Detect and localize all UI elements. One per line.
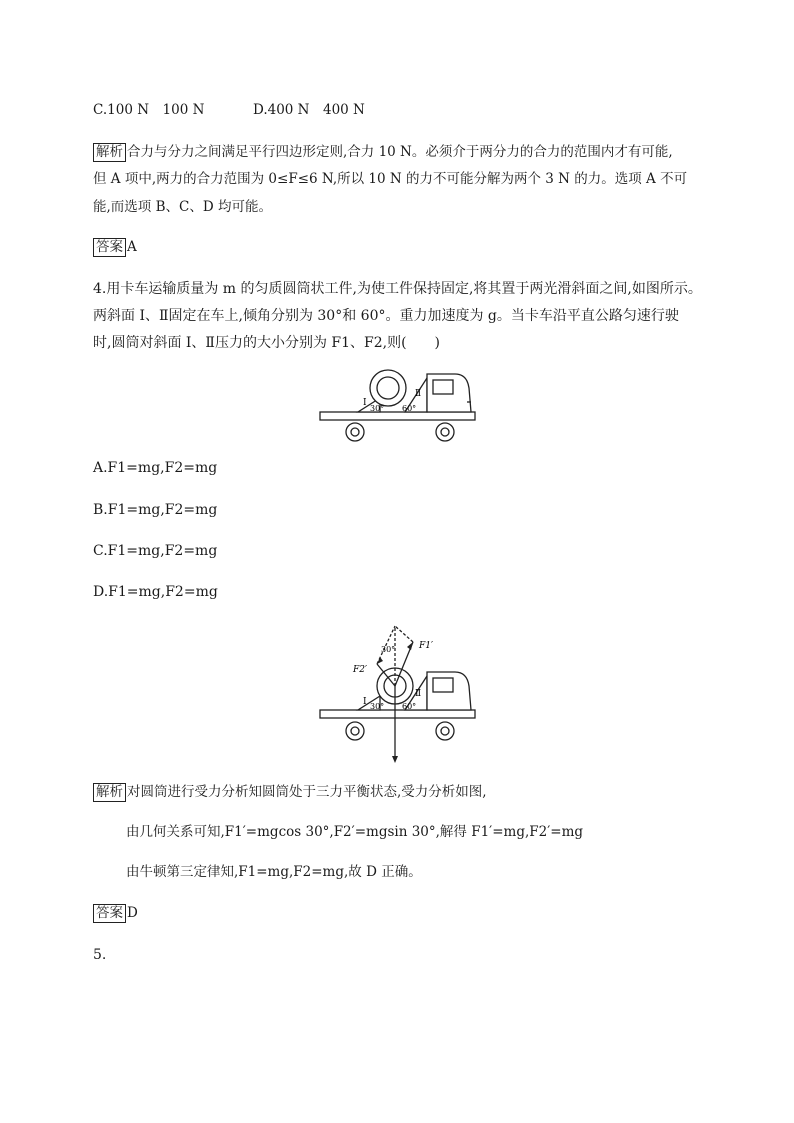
option-b: B.F1=mg,F2=mg (93, 502, 218, 518)
analysis2-tag: 解析 (93, 783, 126, 802)
analysis1-line2: 但 A 项中,两力的合力范围为 0≤F≤6 N,所以 10 N 的力不可能分解为两个 3 N 的力。选项 A 不可 (93, 171, 688, 187)
option-c-prev: C.100 N 100 N (93, 102, 205, 118)
answer1-line (93, 237, 137, 257)
figure2-label-i: Ⅰ (363, 697, 367, 707)
q4-line3: 时,圆筒对斜面 Ⅰ、Ⅱ压力的大小分别为 F1、F2,则( ) (93, 335, 441, 351)
analysis1-text1: 合力与分力之间满足平行四边形定则,合力 10 N。必须介于两分力的合力的范围内才有可能, (127, 144, 673, 160)
figure1-label-ii: Ⅱ (415, 389, 422, 399)
previous-options-line (93, 100, 365, 120)
analysis-tag: 解析 (93, 143, 126, 162)
truck-figure-svg (315, 366, 485, 446)
analysis1-line3: 能,而选项 B、C、D 均可能。 (93, 199, 272, 215)
figure1-angle2: 60° (402, 404, 417, 413)
option-d-prev: D.400 N 400 N (252, 102, 365, 118)
analysis2-text1: 对圆筒进行受力分析知圆筒处于三力平衡状态,受力分析如图, (127, 784, 487, 800)
figure1-angle1: 30° (370, 404, 385, 413)
analysis2-line3: 由牛顿第三定律知,F1=mg,F2=mg,故 D 正确。 (126, 864, 422, 880)
figure2-angle-top: 30° (381, 645, 396, 654)
q4-line1: 4.用卡车运输质量为 m 的匀质圆筒状工件,为使工件保持固定,将其置于两光滑斜面之间,如图所示。 (93, 281, 702, 297)
force-analysis-figure (315, 620, 485, 765)
analysis2-line2: 由几何关系可知,F1′=mgcos 30°,F2′=mgsin 30°,解得 F1′=mg,F2′=mg (126, 824, 584, 840)
option-d: D.F1=mg,F2=mg (93, 584, 218, 600)
answer2-tag: 答案 (93, 904, 126, 923)
q5-number: 5. (93, 947, 107, 963)
force-figure-svg (315, 620, 485, 765)
figure2-label-ii: Ⅱ (415, 689, 422, 699)
analysis2-line1 (93, 782, 487, 802)
answer1-value: A (127, 239, 137, 255)
figure2-angle2: 60° (402, 702, 417, 711)
option-a: A.F1=mg,F2=mg (93, 460, 218, 476)
q4-line2: 两斜面 Ⅰ、Ⅱ固定在车上,倾角分别为 30°和 60°。重力加速度为 g。当卡车沿平直公路匀速行驶 (93, 308, 679, 324)
answer2-value: D (127, 905, 138, 921)
figure1-label-i: Ⅰ (363, 398, 367, 408)
answer-tag: 答案 (93, 238, 126, 257)
truck-figure (315, 366, 485, 446)
force-f2-label: F2′ (353, 665, 368, 675)
option-c: C.F1=mg,F2=mg (93, 543, 218, 559)
analysis1-line1 (93, 142, 673, 162)
answer2-line (93, 903, 138, 923)
figure2-angle1: 30° (370, 702, 385, 711)
force-f1-label: F1′ (419, 641, 434, 651)
